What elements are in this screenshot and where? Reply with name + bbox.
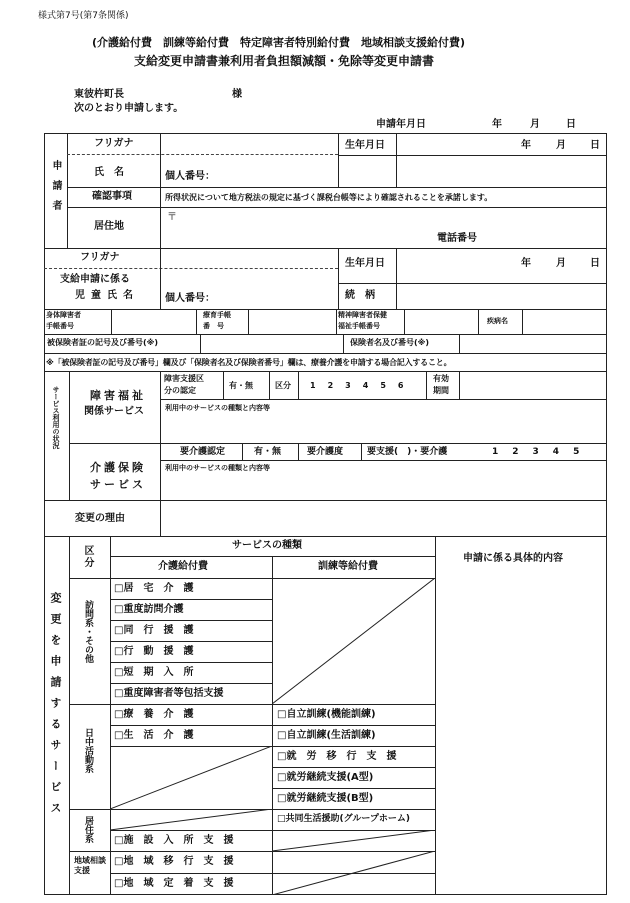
- class-label: 区分: [275, 381, 291, 390]
- consult-group-label: 地域相談支援: [74, 856, 106, 875]
- valid-period-label-2: 期間: [433, 386, 449, 395]
- visit-item-4[interactable]: □行 動 援 護: [114, 646, 194, 657]
- mental-notebook-label-2: 福祉手帳番号: [338, 322, 380, 330]
- applicant-birth-label: 生年月日: [345, 140, 385, 151]
- home-care-diagonal: [110, 809, 272, 830]
- kubun-label: 区分: [82, 545, 93, 569]
- applicant-birth-month: 月: [556, 140, 566, 151]
- training-benefit-header: 訓練等給付費: [318, 561, 378, 572]
- postal-mark: 〒: [167, 212, 177, 223]
- valid-period-label-1: 有効: [433, 374, 449, 383]
- in-use-services-label-2: 利用中のサービスの種類と内容等: [165, 464, 270, 472]
- form-number: 様式第7号(第7条関係): [38, 11, 129, 21]
- child-individual-number: 個人番号：: [165, 293, 215, 304]
- class-3: 3: [345, 381, 363, 390]
- application-month: 月: [530, 119, 540, 130]
- disease-label: 疾病名: [487, 317, 508, 325]
- care-level-label: 要介護度: [307, 447, 344, 457]
- child-label-2: 児童氏名: [75, 290, 139, 301]
- class-5: 5: [380, 381, 398, 390]
- applicant-individual-number: 個人番号：: [165, 171, 215, 182]
- care-insurance-label-2: サービス: [90, 478, 146, 491]
- visit-item-5[interactable]: □短 期 入 所: [114, 667, 194, 678]
- confirm-label: 確認事項: [92, 191, 132, 202]
- home-care-item[interactable]: □施 設 入 所 支 援: [114, 835, 234, 846]
- support-care-label: 要支援( )・要介護: [367, 447, 448, 457]
- applicant-birth-year: 年: [521, 140, 531, 151]
- rehab-notebook-label-1: 療育手帳: [203, 311, 231, 319]
- phone-label: 電話番号: [437, 233, 477, 244]
- rehab-notebook-label-2: 番 号: [203, 322, 224, 330]
- reason-label: 変更の理由: [75, 513, 125, 524]
- visit-item-6[interactable]: □重度障害者等包括支援: [114, 688, 224, 699]
- day-care-item-1[interactable]: □療 養 介 護: [114, 709, 194, 720]
- applicant-birth-day: 日: [590, 140, 600, 151]
- confirm-text: 所得状況について地方税法の規定に基づく課税台帳等により確認されることを承諾します。: [165, 193, 493, 202]
- child-relation-label: 続 柄: [345, 290, 375, 301]
- support-class-yes-no: 有・無: [229, 381, 253, 390]
- class-2: 2: [327, 381, 346, 390]
- day-care-diagonal: [110, 746, 272, 809]
- child-birth-day: 日: [590, 258, 600, 269]
- support-class-label-1: 障害支援区: [164, 374, 204, 383]
- mental-notebook-label-1: 精神障害者保健: [338, 311, 387, 319]
- class-6: 6: [397, 381, 416, 390]
- consult-item-1[interactable]: □地 域 移 行 支 援: [114, 856, 234, 867]
- disability-service-label-2: 関係サービス: [84, 406, 144, 417]
- day-training-item-3[interactable]: □就 労 移 行 支 援: [277, 751, 397, 762]
- class-values: [310, 382, 415, 390]
- consult-training-diagonal: [272, 851, 435, 895]
- service-type-header: サービスの種類: [232, 540, 302, 551]
- day-training-item-4[interactable]: □就労継続支援(A型): [277, 772, 374, 783]
- care-benefit-header: 介護給付費: [158, 561, 208, 572]
- insured-number-label: 被保険者証の記号及び番号(※): [47, 338, 159, 347]
- support-class-label-2: 分の認定: [164, 386, 196, 395]
- application-date-label: 申請年月日: [376, 119, 426, 130]
- in-use-services-label-1: 利用中のサービスの種類と内容等: [165, 404, 270, 412]
- visit-group-label: 訪問系・その他: [83, 600, 93, 663]
- visit-training-diagonal: [272, 578, 435, 704]
- day-training-item-2[interactable]: □自立訓練(生活訓練): [277, 730, 376, 741]
- address-label: 居住地: [94, 221, 124, 232]
- care-level-values: [492, 448, 593, 457]
- home-group-label: 居住系: [83, 816, 93, 843]
- home-training-item[interactable]: □共同生活援助(グループホーム): [277, 814, 411, 824]
- intro-text: 次のとおり申請します。: [74, 103, 184, 114]
- consult-item-2[interactable]: □地 域 定 着 支 援: [114, 878, 234, 889]
- changes-side-label: 変更を申請するサービス: [49, 592, 62, 823]
- child-furigana-label: フリガナ: [80, 252, 120, 263]
- physical-notebook-label-2: 手帳番号: [46, 322, 74, 330]
- specific-content-header: 申請に係る具体的内容: [463, 553, 563, 564]
- title-line1: (介護給付費 訓練等給付費 特定障害者特別給付費 地域相談支援給付費): [92, 36, 466, 49]
- care-level-3: 3: [532, 447, 553, 457]
- application-year: 年: [492, 119, 502, 130]
- child-birth-year: 年: [521, 258, 531, 269]
- insurer-label: 保険者名及び番号(※): [350, 338, 430, 347]
- care-insurance-label-1: 介護保険: [90, 461, 146, 474]
- day-care-item-2[interactable]: □生 活 介 護: [114, 730, 194, 741]
- addressee: 東彼杵町長: [74, 89, 124, 100]
- visit-item-2[interactable]: □重度訪問介護: [114, 604, 184, 615]
- home-training-diagonal: [272, 830, 435, 851]
- visit-item-3[interactable]: □同 行 援 護: [114, 625, 194, 636]
- sama: 様: [232, 89, 242, 100]
- disability-service-label-1: 障害福祉: [90, 389, 146, 402]
- day-group-label: 日中活動系: [83, 728, 93, 773]
- care-cert-label: 要介護認定: [180, 447, 226, 457]
- service-status-side-label: サービス利用の状況: [52, 386, 60, 449]
- application-day: 日: [566, 119, 576, 130]
- day-training-item-1[interactable]: □自立訓練(機能訓練): [277, 709, 376, 720]
- note-text: ※「被保険者証の記号及び番号」欄及び「保険者名及び保険者番号」欄は、療養介護を申請する場合記入すること。: [46, 358, 452, 367]
- class-1: 1: [310, 381, 328, 390]
- child-birth-label: 生年月日: [345, 258, 385, 269]
- care-level-4: 4: [552, 447, 574, 457]
- care-level-1: 1: [492, 447, 513, 457]
- class-4: 4: [362, 381, 381, 390]
- care-cert-yes-no: 有・無: [254, 447, 282, 457]
- day-training-item-5[interactable]: □就労継続支援(B型): [277, 793, 374, 804]
- child-label-1: 支給申請に係る: [60, 274, 130, 285]
- visit-item-1[interactable]: □居 宅 介 護: [114, 583, 194, 594]
- physical-notebook-label-1: 身体障害者: [46, 311, 81, 319]
- child-birth-month: 月: [556, 258, 566, 269]
- care-level-2: 2: [512, 447, 533, 457]
- title-line2: 支給変更申請書兼利用者負担額減額・免除等変更申請書: [134, 54, 435, 68]
- applicant-furigana-label: フリガナ: [94, 138, 134, 149]
- applicant-name-label: 氏 名: [94, 167, 124, 178]
- care-level-5: 5: [573, 447, 594, 457]
- applicant-section-label: 申請者: [50, 160, 61, 220]
